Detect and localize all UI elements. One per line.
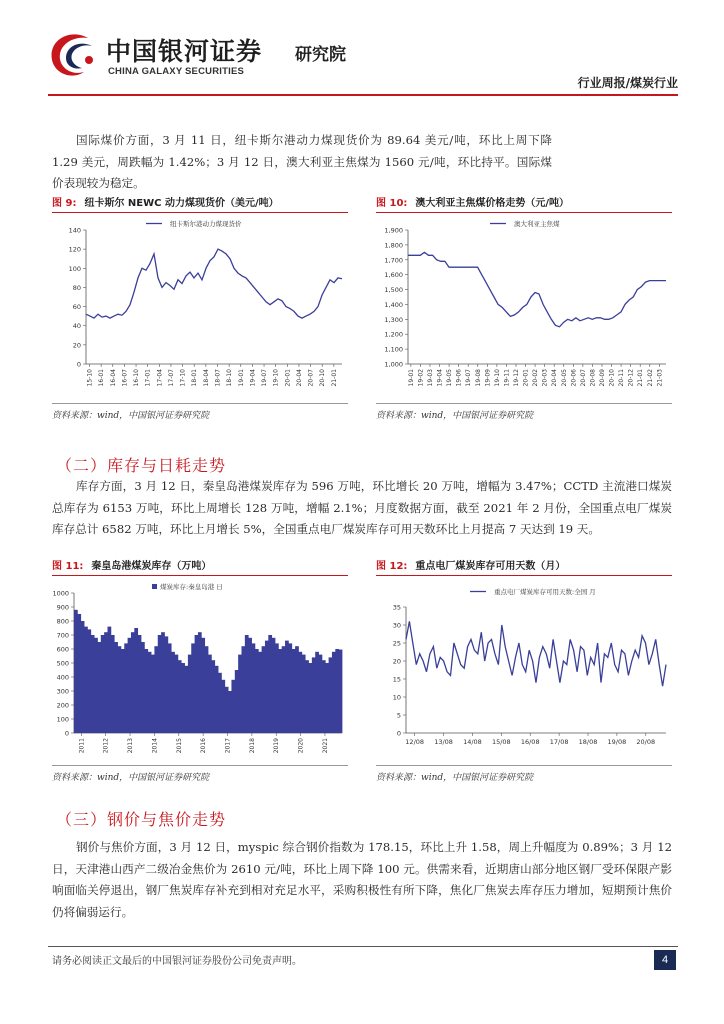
fig11-bar — [205, 646, 209, 733]
fig11-bar — [265, 641, 269, 733]
fig10-x-tick-label: 19-03 — [426, 369, 434, 387]
fig10-x-tick-label: 19-04 — [436, 369, 444, 387]
fig11-y-tick-label: 300 — [56, 687, 69, 696]
intl-price-paragraph: 国际煤价方面，3 月 11 日，纽卡斯尔港动力煤现货价为 89.64 美元/吨，环比上周下降 1.29 美元，周跌幅为 1.42%；3 月 12 日，澳大利亚主焦煤为 1560 元/吨，环比持平。国际煤价表现较为稳定。 — [52, 133, 552, 190]
fig12-y-tick-label: 25 — [392, 639, 401, 648]
fig11-y-tick-label: 400 — [56, 673, 69, 682]
fig11-bar — [305, 660, 309, 733]
figure-10-caption: 澳大利亚主焦煤价格走势（元/吨） — [415, 198, 570, 209]
fig12-x-tick-label: 20/08 — [636, 738, 656, 746]
fig11-bar — [278, 649, 282, 733]
figure-9-caption: 纽卡斯尔 NEWC 动力煤现货价（美元/吨） — [84, 198, 279, 209]
fig11-bar — [97, 642, 101, 733]
fig11-x-tick-label: 2017 — [224, 738, 232, 754]
fig11-bar — [185, 666, 189, 733]
fig11-bar — [245, 635, 249, 733]
fig11-y-tick-label: 700 — [56, 631, 69, 640]
fig11-x-tick-label: 2016 — [200, 738, 208, 754]
fig11-bar — [225, 687, 229, 733]
figure-12-number: 图 12: — [376, 561, 408, 572]
figure-11-source: 资料来源：wind，中国银河证券研究院 — [52, 765, 348, 783]
figure-11-title — [52, 560, 348, 576]
fig10-x-tick-label: 19-01 — [407, 369, 415, 387]
figure-9-chart — [52, 216, 348, 400]
page-number: 4 — [654, 950, 676, 970]
fig10-x-tick-label: 19-02 — [417, 369, 425, 387]
footer-divider — [48, 946, 678, 947]
fig11-bar — [268, 635, 272, 733]
fig11-bar — [81, 621, 85, 733]
fig11-bar — [121, 649, 125, 733]
fig11-y-tick-label: 200 — [56, 701, 69, 710]
report-category: 行业周报/煤炭行业 — [577, 76, 678, 90]
fig11-bar — [231, 680, 235, 733]
fig11-bar — [134, 628, 138, 733]
fig9-x-tick-label: 17-04 — [156, 369, 164, 387]
fig11-bar — [255, 649, 259, 733]
fig10-y-tick-label: 1,200 — [384, 330, 403, 339]
figure-12-source: 资料来源：wind，中国银河证券研究院 — [376, 765, 672, 783]
fig11-bar — [235, 670, 239, 733]
fig11-y-tick-label: 800 — [56, 617, 69, 626]
fig9-legend-label: 纽卡斯尔港动力煤现货价 — [170, 220, 242, 228]
fig11-x-tick-label: 2011 — [78, 738, 86, 754]
fig11-bar — [329, 657, 333, 733]
fig11-bar — [77, 614, 81, 733]
fig10-y-tick-label: 1,500 — [384, 286, 403, 295]
fig11-bar — [319, 655, 323, 733]
fig9-x-tick-label: 19-07 — [261, 369, 269, 387]
fig11-bar — [315, 652, 319, 733]
fig11-bar — [218, 673, 222, 733]
galaxy-logo-icon — [48, 30, 98, 80]
fig11-bar — [302, 655, 306, 733]
fig9-y-tick-label: 120 — [68, 245, 81, 254]
fig11-bar — [141, 642, 145, 733]
fig11-bar — [339, 650, 343, 733]
fig11-x-tick-label: 2013 — [127, 738, 135, 754]
fig9-y-tick-label: 0 — [76, 360, 81, 369]
fig10-legend-label: 澳大利亚主焦煤 — [514, 220, 560, 228]
fig10-y-tick-label: 1,900 — [384, 226, 403, 235]
fig10-x-tick-label: 20-04 — [551, 369, 559, 387]
fig11-y-tick-label: 600 — [56, 645, 69, 654]
fig9-y-tick-label: 20 — [72, 341, 81, 350]
fig10-x-tick-label: 20-08 — [589, 369, 597, 387]
fig11-bar — [148, 652, 152, 733]
fig12-y-tick-label: 35 — [392, 603, 401, 612]
fig10-x-tick-label: 20-03 — [541, 369, 549, 387]
fig11-bar — [104, 632, 108, 733]
figure-11-caption: 秦皇岛港煤炭库存（万吨） — [91, 561, 212, 572]
fig11-bar — [101, 635, 105, 733]
fig11-bar — [114, 642, 118, 733]
fig11-y-tick-label: 100 — [56, 715, 69, 724]
fig10-x-tick-label: 20-05 — [560, 369, 568, 387]
inventory-paragraph: 库存方面，3 月 12 日，秦皇岛港煤炭库存为 596 万吨，环比增长 20 万吨，增幅为 3.47%；CCTD 主流港口煤炭总库存为 6153 万吨，环比上周增长 128 万吨，增幅 2.1%；月度数据方面，截至 2021 年 2 月份，全国重点电厂煤炭库存总计 6582 万吨，环比上月增长 5%，全国重点电厂煤炭库存可用天数环比上月提高 7 天达到 19 天。 — [52, 479, 672, 536]
fig11-bar — [118, 646, 122, 733]
fig11-bar — [309, 663, 313, 733]
fig12-x-tick-label: 19/08 — [607, 738, 627, 746]
fig11-bar — [242, 646, 246, 733]
fig12-y-tick-label: 20 — [392, 657, 401, 666]
fig11-bar — [248, 638, 252, 733]
fig11-y-tick-label: 1000 — [52, 589, 69, 598]
fig11-bar — [168, 643, 172, 733]
fig9-y-tick-label: 140 — [68, 226, 81, 235]
fig11-bar — [175, 655, 179, 733]
fig10-x-tick-label: 20-10 — [608, 369, 616, 387]
fig10-x-tick-label: 21-03 — [656, 369, 664, 387]
fig11-bar — [201, 638, 205, 733]
fig11-x-tick-label: 2012 — [102, 738, 110, 754]
fig11-bar — [332, 652, 336, 733]
fig10-x-tick-label: 21-02 — [646, 369, 654, 387]
fig9-series-line — [86, 249, 342, 318]
fig11-legend-swatch — [152, 584, 157, 589]
fig11-bar — [312, 657, 316, 733]
fig11-bar — [288, 643, 292, 733]
fig11-bar — [335, 649, 339, 733]
fig11-bar — [322, 660, 326, 733]
fig12-x-tick-label: 13/08 — [434, 738, 453, 746]
fig9-x-tick-label: 19-04 — [249, 369, 257, 387]
fig9-x-tick-label: 20-10 — [319, 369, 327, 387]
fig9-x-tick-label: 17-10 — [179, 369, 187, 387]
fig11-bar — [282, 646, 286, 733]
fig11-bar — [272, 638, 276, 733]
fig10-y-tick-label: 1,000 — [384, 360, 403, 369]
fig11-bar — [215, 666, 219, 733]
fig11-bar — [108, 627, 112, 733]
figure-9-title — [52, 197, 348, 213]
fig11-bar — [295, 646, 299, 733]
fig11-bar — [171, 652, 175, 733]
fig9-x-tick-label: 17-07 — [167, 369, 175, 387]
fig11-bar — [158, 635, 162, 733]
fig11-bar — [161, 632, 165, 733]
fig11-x-tick-label: 2020 — [297, 738, 305, 754]
fig11-bar — [258, 652, 262, 733]
figure-10-source: 资料来源：wind，中国银河证券研究院 — [376, 403, 672, 421]
figure-11-chart — [52, 579, 348, 763]
section-3-heading: （三）钢价与焦价走势 — [56, 810, 227, 829]
figure-11-number: 图 11: — [52, 561, 84, 572]
fig10-y-tick-label: 1,100 — [384, 345, 403, 354]
institute-name: 研究院 — [295, 45, 346, 65]
fig11-bar — [94, 638, 98, 733]
figure-12-title — [376, 560, 672, 576]
fig9-x-tick-label: 19-01 — [237, 369, 245, 387]
fig9-y-tick-label: 40 — [72, 322, 81, 331]
fig11-bar — [138, 635, 142, 733]
footer-disclaimer: 请务必阅读正文最后的中国银河证券股份公司免责声明。 — [52, 956, 302, 967]
fig11-bar — [84, 627, 88, 733]
fig10-x-tick-label: 19-12 — [512, 369, 520, 387]
fig11-bar — [325, 663, 329, 733]
fig9-x-tick-label: 18-10 — [226, 369, 234, 387]
fig11-bar — [144, 649, 148, 733]
figure-12-caption: 重点电厂煤炭库存可用天数（月） — [415, 561, 566, 572]
fig10-y-tick-label: 1,800 — [384, 241, 403, 250]
fig11-bar — [131, 632, 135, 733]
fig12-x-tick-label: 14/08 — [463, 738, 482, 746]
fig9-x-tick-label: 16-04 — [109, 369, 117, 387]
fig10-x-tick-label: 19-05 — [446, 369, 454, 387]
fig11-bar — [252, 643, 256, 733]
fig11-bar — [298, 652, 302, 733]
figure-12-chart — [376, 579, 672, 763]
fig12-x-tick-label: 12/08 — [405, 738, 425, 746]
fig11-x-tick-label: 2014 — [151, 738, 159, 754]
fig9-x-tick-label: 16-10 — [133, 369, 141, 387]
fig11-x-tick-label: 2015 — [175, 738, 183, 754]
fig11-bar — [154, 646, 158, 733]
fig11-y-tick-label: 0 — [64, 729, 69, 738]
fig10-x-tick-label: 20-02 — [532, 369, 540, 387]
fig10-svg — [376, 216, 672, 400]
fig11-bar — [181, 663, 185, 733]
fig9-y-tick-label: 100 — [68, 264, 81, 273]
fig11-x-tick-label: 2021 — [321, 738, 329, 754]
fig10-x-tick-label: 19-11 — [503, 369, 511, 387]
fig11-bar — [74, 610, 78, 733]
fig11-bar — [151, 655, 155, 733]
fig10-y-tick-label: 1,400 — [384, 300, 403, 309]
fig11-bar — [238, 655, 242, 733]
fig10-x-tick-label: 20-07 — [579, 369, 587, 387]
fig12-y-tick-label: 10 — [392, 693, 401, 702]
fig12-series-line — [406, 621, 666, 686]
figure-9-number: 图 9: — [52, 198, 77, 209]
figure-10-number: 图 10: — [376, 198, 408, 209]
fig12-y-tick-label: 0 — [396, 729, 401, 738]
fig10-x-tick-label: 20-12 — [627, 369, 635, 387]
fig12-x-tick-label: 15/08 — [491, 738, 511, 746]
fig9-x-tick-label: 20-01 — [284, 369, 292, 387]
fig11-x-tick-label: 2019 — [273, 738, 281, 754]
fig10-x-tick-label: 19-08 — [474, 369, 482, 387]
fig9-x-tick-label: 20-04 — [295, 369, 303, 387]
fig10-series-line — [408, 252, 666, 326]
fig9-x-tick-label: 17-01 — [144, 369, 152, 387]
fig11-bar — [87, 629, 91, 733]
fig9-svg — [52, 216, 348, 400]
fig9-x-tick-label: 20-07 — [307, 369, 315, 387]
fig11-legend-label: 煤炭库存:秦皇岛港 日 — [160, 583, 223, 591]
fig11-bar — [195, 635, 199, 733]
fig10-x-tick-label: 19-10 — [493, 369, 501, 387]
fig10-x-tick-label: 20-01 — [522, 369, 530, 387]
fig11-x-tick-label: 2018 — [248, 738, 256, 754]
fig11-bar — [91, 635, 95, 733]
fig11-bar — [128, 638, 132, 733]
fig12-x-tick-label: 17/08 — [549, 738, 569, 746]
fig10-x-tick-label: 19-09 — [484, 369, 492, 387]
fig11-bar — [208, 655, 212, 733]
figure-10-title — [376, 197, 672, 213]
fig9-x-tick-label: 19-10 — [272, 369, 280, 387]
fig12-y-tick-label: 5 — [396, 711, 401, 720]
fig10-y-tick-label: 1,700 — [384, 256, 403, 265]
fig11-bar — [178, 660, 182, 733]
fig12-svg — [376, 579, 672, 763]
fig11-bar — [275, 643, 279, 733]
fig9-x-tick-label: 16-07 — [121, 369, 129, 387]
fig11-bar — [198, 632, 202, 733]
fig11-y-tick-label: 900 — [56, 603, 69, 612]
fig11-bar — [285, 641, 289, 733]
brand-name-en: CHINA GALAXY SECURITIES — [108, 66, 245, 77]
fig9-y-tick-label: 80 — [72, 283, 81, 292]
fig12-legend-label: 重点电厂煤炭库存可用天数:全国 月 — [494, 588, 596, 596]
fig11-bar — [188, 655, 192, 733]
brand-name-cn: 中国银河证券 — [106, 37, 263, 66]
fig9-x-tick-label: 18-07 — [214, 369, 222, 387]
fig11-bar — [124, 643, 128, 733]
fig9-x-tick-label: 18-01 — [191, 369, 199, 387]
fig10-x-tick-label: 20-11 — [618, 369, 626, 387]
fig11-svg — [52, 579, 348, 763]
fig11-y-tick-label: 500 — [56, 659, 69, 668]
section-2-heading: （二）库存与日耗走势 — [56, 456, 227, 475]
fig10-x-tick-label: 20-09 — [598, 369, 606, 387]
fig11-bar — [221, 680, 225, 733]
fig11-bar — [211, 660, 215, 733]
fig9-x-tick-label: 21-01 — [330, 369, 338, 387]
fig11-bar — [228, 691, 232, 733]
fig11-bar — [111, 635, 115, 733]
fig12-x-tick-label: 16/08 — [520, 738, 540, 746]
fig10-y-tick-label: 1,300 — [384, 315, 403, 324]
fig10-x-tick-label: 21-01 — [637, 369, 645, 387]
figure-10-chart — [376, 216, 672, 400]
header-divider — [48, 94, 678, 96]
fig11-bar — [262, 646, 266, 733]
fig10-x-tick-label: 20-06 — [570, 369, 578, 387]
fig11-bar — [164, 636, 168, 733]
fig9-x-tick-label: 16-01 — [98, 369, 106, 387]
fig12-x-tick-label: 18/08 — [578, 738, 598, 746]
fig9-x-tick-label: 18-04 — [202, 369, 210, 387]
fig11-bar — [191, 643, 195, 733]
fig9-x-tick-label: 15-10 — [86, 369, 94, 387]
fig10-x-tick-label: 19-06 — [455, 369, 463, 387]
fig12-y-tick-label: 30 — [392, 621, 401, 630]
steel-coke-paragraph: 钢价与焦价方面，3 月 12 日，myspic 综合钢价指数为 178.15，环比上升 1.58，周上升幅度为 0.89%；3 月 12 日，天津港山西产二级冶金焦价为 2610 元/吨，环比上周下降 100 元。供需来看，近期唐山部分地区钢厂受环保限产影响面临关停退出，钢厂焦炭库存补充到相对充足水平，采购积极性有所下降，焦化厂焦炭去库存压力增加，短期预计焦价仍将偏弱运行。 — [52, 840, 672, 919]
fig10-y-tick-label: 1,600 — [384, 271, 403, 280]
figure-9-source: 资料来源：wind，中国银河证券研究院 — [52, 403, 348, 421]
fig10-x-tick-label: 19-07 — [465, 369, 473, 387]
fig9-y-tick-label: 60 — [72, 303, 81, 312]
fig12-y-tick-label: 15 — [392, 675, 401, 684]
fig11-bar — [292, 649, 296, 733]
page-header — [48, 28, 678, 90]
